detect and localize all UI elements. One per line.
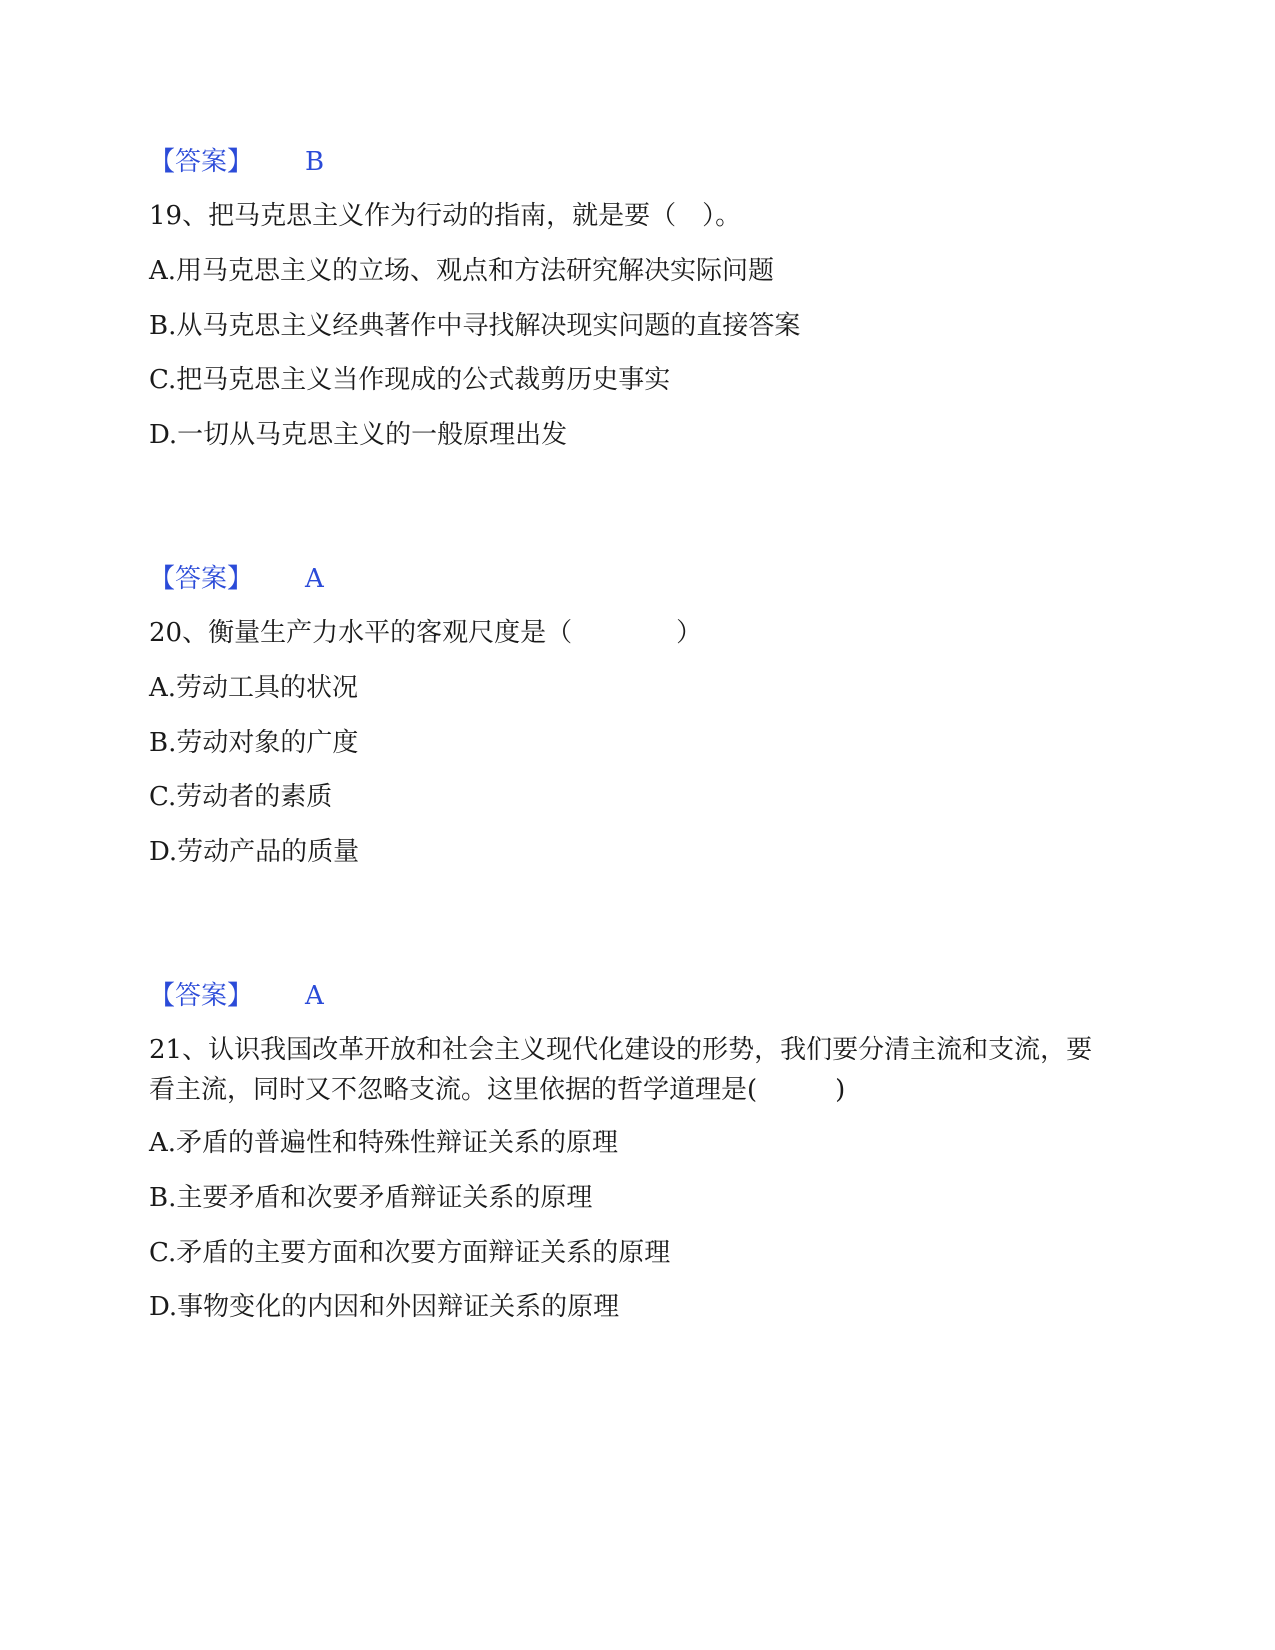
question-text: 21、认识我国改革开放和社会主义现代化建设的形势，我们要分清主流和支流，要看主流，同时又不忽略支流。这里依据的哲学道理是( ): [149, 1035, 1093, 1105]
answer-label: 【答案】: [149, 147, 254, 177]
answer-line: [149, 562, 324, 596]
option-c: C.把马克思主义当作现成的公式裁剪历史事实: [149, 365, 671, 395]
option-d: D.劳动产品的质量: [149, 837, 360, 867]
question-text: 20、衡量生产力水平的客观尺度是（ ）: [149, 618, 703, 648]
question-text: 19、把马克思主义作为行动的指南，就是要（ ）。: [149, 201, 742, 231]
answer-label: 【答案】: [149, 564, 254, 594]
answer-value: A: [305, 981, 324, 1011]
option-d: D.一切从马克思主义的一般原理出发: [149, 420, 568, 450]
option-b: B.从马克思主义经典著作中寻找解决现实问题的直接答案: [149, 311, 801, 341]
answer-value: A: [305, 564, 324, 594]
option-b: B.劳动对象的广度: [149, 728, 359, 758]
option-d: D.事物变化的内因和外因辩证关系的原理: [149, 1292, 620, 1322]
answer-line: [149, 979, 324, 1013]
answer-line: [149, 145, 324, 179]
option-a: A.用马克思主义的立场、观点和方法研究解决实际问题: [149, 256, 775, 286]
answer-value: B: [305, 147, 325, 177]
option-c: C.劳动者的素质: [149, 782, 333, 812]
option-c: C.矛盾的主要方面和次要方面辩证关系的原理: [149, 1238, 671, 1268]
option-a: A.劳动工具的状况: [149, 673, 359, 703]
option-a: A.矛盾的普遍性和特殊性辩证关系的原理: [149, 1128, 619, 1158]
option-b: B.主要矛盾和次要矛盾辩证关系的原理: [149, 1183, 593, 1213]
answer-label: 【答案】: [149, 981, 254, 1011]
